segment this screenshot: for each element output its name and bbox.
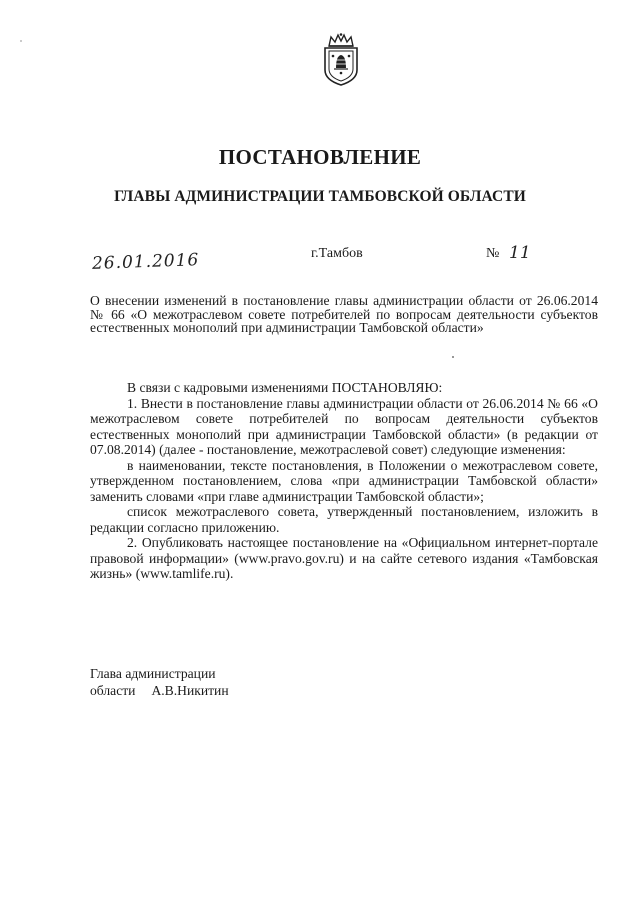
signature-block — [90, 666, 229, 699]
item-1b-paragraph: список межотраслевого совета, утвержденный постановлением, изложить в редакции согласно приложению. — [90, 504, 598, 535]
signature-position-line2: области — [90, 682, 136, 698]
signature-position-line1: Глава администрации — [90, 666, 216, 681]
item-1a-paragraph: в наименовании, тексте постановления, в Положении о межотраслевом совете, утвержденном постановлением, слова «при администрации Тамбовской области» заменить словами «при главе администрации Тамбовской области»; — [90, 457, 598, 504]
handwritten-date: 26.01.2016 — [91, 250, 200, 274]
item-2-paragraph: 2. Опубликовать настоящее постановление на «Официальном интернет-портале правовой информации» (www.pravo.gov.ru) и на сайте сетевого издания «Тамбовская жизнь» (www.tamlife.ru). — [90, 535, 598, 581]
signature-name: А.В.Никитин — [151, 682, 229, 698]
handwritten-number: 11 — [509, 243, 531, 263]
number-label: № — [486, 246, 500, 261]
document-subtitle: ГЛАВЫ АДМИНИСТРАЦИИ ТАМБОВСКОЙ ОБЛАСТИ — [114, 188, 526, 205]
item-1-paragraph: 1. Внести в постановление главы администрации области от 26.06.2014 № 66 «О межотраслевом совете потребителей по вопросам деятельности субъектов естественных монополий при администрации Тамбовской области» (в редакции от 07.08.2014) (далее - постановление, межотраслевой совет) следующие изменения: — [90, 395, 598, 457]
document-title: ПОСТАНОВЛЕНИЕ — [218, 145, 422, 169]
preamble-paragraph: В связи с кадровыми изменениями ПОСТАНОВЛЯЮ: — [127, 380, 443, 395]
scan-speck — [452, 356, 454, 358]
document-subject: О внесении изменений в постановление главы администрации области от 26.06.2014 № 66 «О межотраслевом совете потребителей по вопросам деятельности субъектов естественных монополий при администрации Тамбовской области» — [90, 293, 598, 336]
tambov-coat-of-arms-icon — [321, 32, 361, 86]
document-body — [90, 380, 598, 582]
scan-speck — [20, 40, 22, 42]
city-label: г.Тамбов — [311, 246, 363, 261]
